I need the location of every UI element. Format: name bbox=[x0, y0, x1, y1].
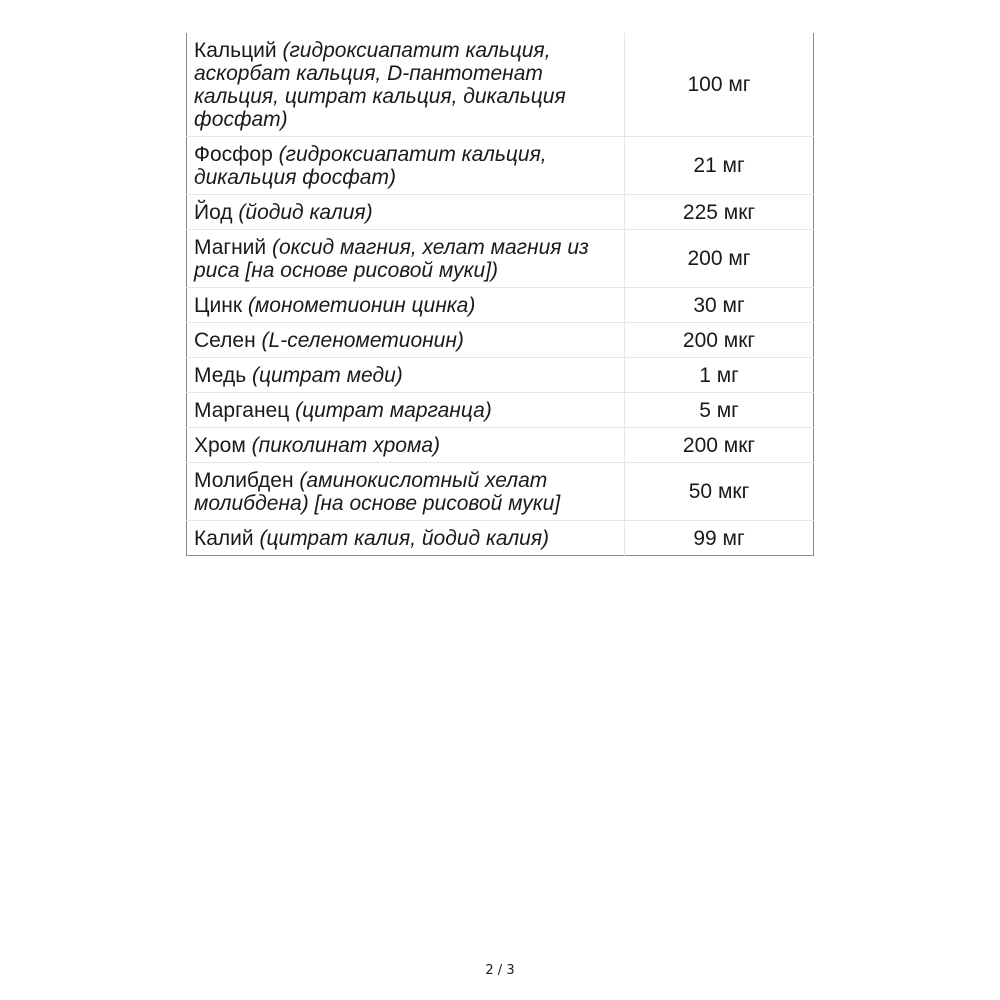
table-row bbox=[187, 33, 814, 137]
nutrient-source: (цитрат меди) bbox=[252, 364, 403, 387]
nutrient-table-body bbox=[187, 33, 814, 556]
table-row bbox=[187, 195, 814, 230]
nutrient-name: Йод bbox=[194, 201, 233, 224]
nutrient-name: Магний bbox=[194, 236, 267, 259]
table-row bbox=[187, 358, 814, 393]
nutrient-cell bbox=[187, 428, 625, 463]
nutrient-source: (пиколинат хрома) bbox=[251, 434, 441, 457]
nutrient-cell bbox=[187, 463, 625, 521]
table-row bbox=[187, 288, 814, 323]
nutrient-name: Цинк bbox=[194, 294, 243, 317]
nutrient-name: Марганец bbox=[194, 399, 290, 422]
nutrient-source: (цитрат марганца) bbox=[295, 399, 492, 422]
nutrient-name: Кальций bbox=[194, 39, 277, 62]
amount-cell: 1 мг bbox=[625, 358, 814, 393]
table-row bbox=[187, 521, 814, 556]
amount-cell: 30 мг bbox=[625, 288, 814, 323]
amount-cell: 100 мг bbox=[625, 33, 814, 137]
nutrient-cell bbox=[187, 33, 625, 137]
nutrient-cell bbox=[187, 230, 625, 288]
nutrient-name: Молибден bbox=[194, 469, 294, 492]
nutrient-table bbox=[186, 33, 814, 556]
amount-cell: 200 мг bbox=[625, 230, 814, 288]
nutrient-cell bbox=[187, 137, 625, 195]
amount-cell: 200 мкг bbox=[625, 323, 814, 358]
nutrient-name: Фосфор bbox=[194, 143, 273, 166]
amount-cell: 5 мг bbox=[625, 393, 814, 428]
nutrient-cell bbox=[187, 358, 625, 393]
nutrient-name: Медь bbox=[194, 364, 247, 387]
amount-cell: 50 мкг bbox=[625, 463, 814, 521]
amount-cell: 200 мкг bbox=[625, 428, 814, 463]
table-row bbox=[187, 137, 814, 195]
table-row bbox=[187, 463, 814, 521]
nutrient-source: (йодид калия) bbox=[238, 201, 373, 224]
nutrient-cell bbox=[187, 393, 625, 428]
nutrient-source: (L-селенометионин) bbox=[261, 329, 464, 352]
nutrient-source: (монометионин цинка) bbox=[247, 294, 476, 317]
nutrient-name: Калий bbox=[194, 527, 254, 550]
nutrient-source: (цитрат калия, йодид калия) bbox=[259, 527, 550, 550]
amount-cell: 21 мг bbox=[625, 137, 814, 195]
table-row bbox=[187, 393, 814, 428]
table-row bbox=[187, 323, 814, 358]
nutrient-source: (аминокислотный хелат молибдена) [на основе рисовой муки] bbox=[194, 469, 561, 515]
nutrient-cell bbox=[187, 521, 625, 556]
nutrient-cell bbox=[187, 288, 625, 323]
nutrient-source: (оксид магния, хелат магния из риса [на основе рисовой муки]) bbox=[194, 236, 589, 282]
amount-cell: 225 мкг bbox=[625, 195, 814, 230]
amount-cell: 99 мг bbox=[693, 526, 745, 550]
table-row bbox=[187, 230, 814, 288]
nutrient-cell bbox=[187, 195, 625, 230]
nutrient-name: Селен bbox=[194, 329, 256, 352]
nutrient-source: (гидроксиапатит кальция, дикальция фосфат) bbox=[194, 143, 547, 189]
table-row bbox=[187, 428, 814, 463]
nutrient-source: (гидроксиапатит кальция, аскорбат кальция, D-пантотенат кальция, цитрат кальция, дикальция фосфат) bbox=[194, 39, 566, 131]
page-number: 2 / 3 bbox=[485, 963, 515, 978]
nutrient-cell bbox=[187, 323, 625, 358]
nutrient-name: Хром bbox=[194, 434, 246, 457]
